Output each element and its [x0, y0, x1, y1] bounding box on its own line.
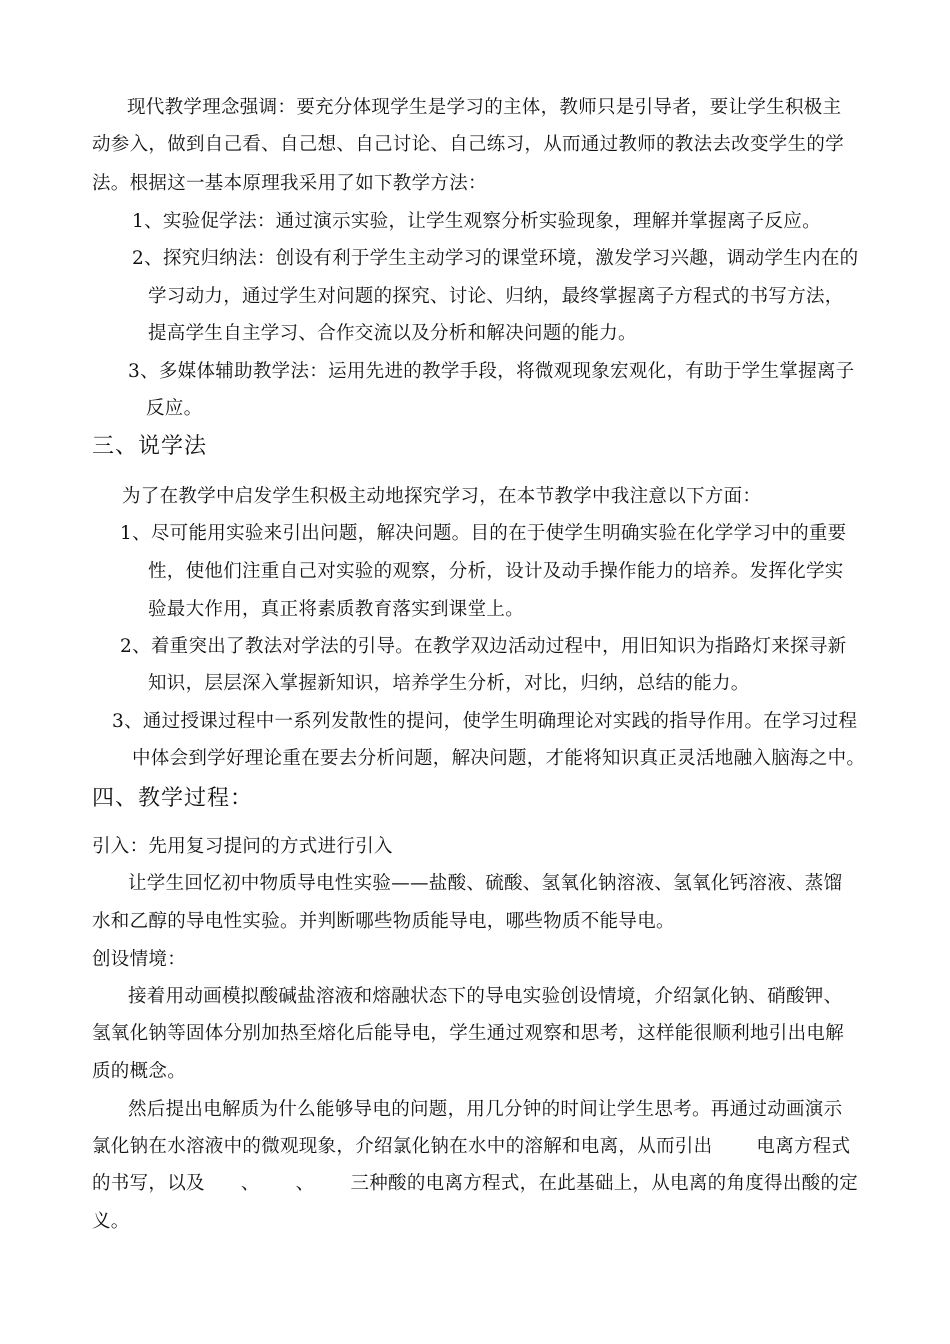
method-2-line-2: 学习动力，通过学生对问题的探究、讨论、归纳，最终掌握离子方程式的书写方法， — [148, 286, 844, 307]
lead-in-line-1: 让学生回忆初中物质导电性实验——盐酸、硫酸、氢氧化钠溶液、氢氧化钙溶液、蒸馏 — [128, 873, 843, 894]
learn-item-3-line-1: 3、通过授课过程中一系列发散性的提问，使学生明确理论对实践的指导作用。在学习过程 — [112, 711, 858, 732]
section-4-heading: 四、教学过程： — [92, 786, 254, 811]
then-line-3-text-a: 的书写，以及 — [92, 1173, 205, 1194]
then-line-3-separator-1: 、 — [240, 1173, 260, 1194]
section-3-intro: 为了在教学中启发学生积极主动地探究学习，在本节教学中我注意以下方面： — [122, 486, 762, 507]
then-line-2-text-b: 电离方程式 — [756, 1136, 851, 1157]
then-line-2 — [92, 1135, 850, 1159]
method-1-line-1: 1、实验促学法：通过演示实验，让学生观察分析实验现象，理解并掌握离子反应。 — [132, 211, 821, 232]
learn-item-2-line-2: 知识，层层深入掌握新知识，培养学生分析，对比，归纳，总结的能力。 — [148, 673, 750, 694]
learn-item-2-line-1: 2、着重突出了教法对学法的引导。在教学双边活动过程中，用旧知识为指路灯来探寻新 — [120, 636, 847, 657]
learn-item-3-line-2: 中体会到学好理论重在要去分析问题，解决问题，才能将知识真正灵活地融入脑海之中。 — [132, 748, 866, 769]
then-line-1: 然后提出电解质为什么能够导电的问题，用几分钟的时间让学生思考。再通过动画演示 — [128, 1099, 843, 1120]
learn-item-1-line-3: 验最大作用，真正将素质教育落实到课堂上。 — [148, 599, 525, 620]
learn-item-1-line-1: 1、尽可能用实验来引出问题，解决问题。目的在于使学生明确实验在化学学习中的重要 — [120, 523, 847, 544]
method-3-line-2: 反应。 — [146, 398, 203, 419]
method-2-line-3: 提高学生自主学习、合作交流以及分析和解决问题的能力。 — [148, 323, 637, 344]
intro-line-1: 现代教学理念强调：要充分体现学生是学习的主体，教师只是引导者，要让学生积极主 — [127, 97, 842, 118]
method-3-line-1: 3、多媒体辅助教学法：运用先进的教学手段，将微观现象宏观化，有助于学生掌握离子 — [128, 361, 855, 382]
intro-line-2: 动参入，做到自己看、自己想、自己讨论、自己练习，从而通过教师的教法去改变学生的学 — [92, 134, 845, 155]
method-2-line-1: 2、探究归纳法：创设有利于学生主动学习的课堂环境，激发学习兴趣，调动学生内在的 — [132, 248, 859, 269]
then-line-4: 义。 — [92, 1211, 130, 1232]
intro-line-3: 法。根据这一基本原理我采用了如下教学方法： — [92, 173, 487, 194]
lead-in-line-2: 水和乙醇的导电性实验。并判断哪些物质能导电，哪些物质不能导电。 — [92, 911, 675, 932]
then-line-2-text-a: 氯化钠在水溶液中的微观现象，介绍氯化钠在水中的溶解和电离，从而引出 — [92, 1136, 713, 1157]
then-line-3 — [92, 1172, 858, 1196]
lead-in-label: 引入：先用复习提问的方式进行引入 — [92, 836, 393, 857]
scenario-line-3: 质的概念。 — [92, 1061, 187, 1082]
then-line-3-separator-2: 、 — [295, 1173, 315, 1194]
then-line-3-text-d: 三种酸的电离方程式，在此基础上，从电离的角度得出酸的定 — [350, 1173, 859, 1194]
scenario-line-1: 接着用动画模拟酸碱盐溶液和熔融状态下的导电实验创设情境，介绍氯化钠、硝酸钾、 — [128, 986, 843, 1007]
learn-item-1-line-2: 性，使他们注重自己对实验的观察，分析，设计及动手操作能力的培养。发挥化学实 — [148, 561, 844, 582]
section-3-heading: 三、说学法 — [92, 434, 208, 459]
scenario-line-2: 氢氧化钠等固体分别加热至熔化后能导电，学生通过观察和思考，这样能很顺利地引出电解 — [92, 1023, 845, 1044]
scenario-label: 创设情境： — [92, 949, 187, 970]
